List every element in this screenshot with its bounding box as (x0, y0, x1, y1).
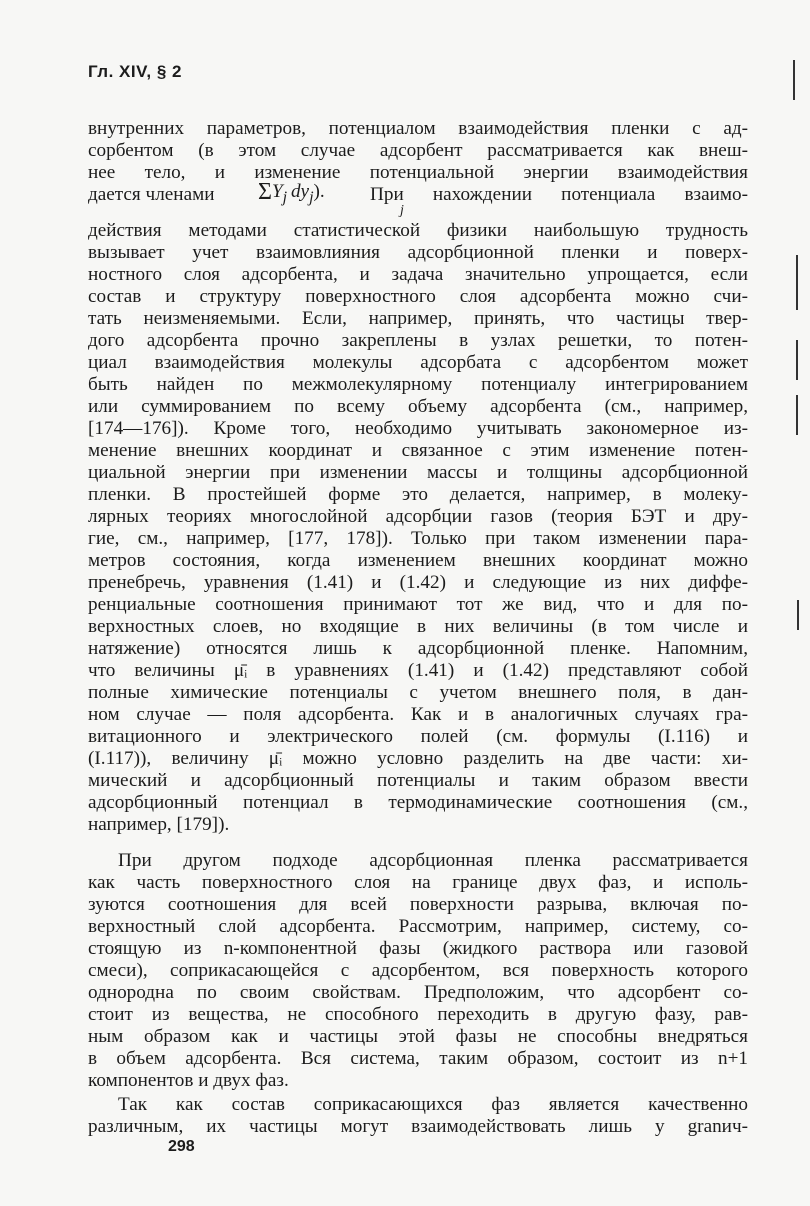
scan-margin-mark (796, 255, 798, 310)
text-line: различным, их частицы могут взаимодействовать лишь у granич- (88, 1116, 748, 1137)
text-line: витационного и электрического полей (см. формулы (I.116) и (88, 726, 748, 747)
text-line: стоит из вещества, не способного переходить в другую фазу, рав- (88, 1004, 748, 1025)
text-line: внутренних параметров, потенциалом взаимодействия пленки с ад- (88, 118, 748, 139)
text-line: циал взаимодействия молекулы адсорбата с адсорбентом может (88, 352, 748, 373)
text-line: зуются соотношения для всей поверхности разрыва, включая по- (88, 894, 748, 915)
text-line: верхностный слой адсорбента. Рассмотрим, например, систему, со- (88, 916, 748, 937)
text-line: метров состояния, когда изменением внешних координат можно (88, 550, 748, 571)
text-line: стоящую из n-компонентной фазы (жидкого раствора или газовой (88, 938, 748, 959)
text-line: смеси), соприкасающейся с адсорбентом, вся поверхность которого (88, 960, 748, 981)
text-line: дого адсорбента прочно закреплены в узлах решетки, то потен- (88, 330, 748, 351)
scan-margin-mark (797, 600, 799, 630)
text-line: адсорбционный потенциал в термодинамические соотношения (см., (88, 792, 748, 813)
text-line: менение внешних координат и связанное с этим изменение потен- (88, 440, 748, 461)
text-line: ным образом как и частицы этой фазы не способны внедряться (88, 1026, 748, 1047)
formula-sub-j: j (309, 188, 314, 206)
scan-margin-mark (796, 395, 798, 435)
formula-lead-text: дается членами (88, 184, 215, 205)
text-line: Так как состав соприкасающихся фаз является качественно (118, 1094, 748, 1115)
text-line: При другом подходе адсорбционная пленка рассматривается (118, 850, 748, 871)
text-line: как часть поверхностного слоя на границе двух фаз, и исполь- (88, 872, 748, 893)
text-line: циальной энергии при изменении массы и толщины адсорбционной (88, 462, 748, 483)
text-line: (I.117)), величину μ̄ᵢ можно условно разделить на две части: хи- (88, 748, 748, 769)
text-line: вызывает учет взаимовлияния адсорбционной пленки и поверх- (88, 242, 748, 263)
scan-margin-mark (793, 60, 795, 100)
text-line: пренебречь, уравнения (1.41) и (1.42) и следующие из них диффе- (88, 572, 748, 593)
formula-line (88, 177, 748, 221)
text-line: натяжение) относятся лишь к адсорбционной пленке. Напомним, (88, 638, 748, 659)
text-line: верхностных слоев, но входящие в них величины (в том числе и (88, 616, 748, 637)
text-line: мический и адсорбционный потенциалы и таким образом ввести (88, 770, 748, 791)
text-line: гие, см., например, [177, 178]). Только при таком изменении пара- (88, 528, 748, 549)
formula-dy: dy (290, 181, 310, 202)
text-line: тать неизменяемыми. Если, например, принять, что частицы твер- (88, 308, 748, 329)
text-line: в объем адсорбента. Вся система, таким образом, состоит из n+1 (88, 1048, 748, 1069)
text-line: полные химические потенциалы с учетом внешнего поля, в дан- (88, 682, 748, 703)
text-line: что величины μ̄ᵢ в уравнениях (1.41) и (1.42) представляют собой (88, 660, 748, 681)
text-line: состав и структуру поверхностного слоя адсорбента можно счи- (88, 286, 748, 307)
formula-y: Y (271, 181, 283, 202)
text-line: ностного слоя адсорбента, и задача значительно упрощается, если (88, 264, 748, 285)
text-line: быть найден по межмолекулярному потенциалу интегрированием (88, 374, 748, 395)
formula-sum-index: j (400, 203, 404, 218)
text-line: лярных теориях многослойной адсорбции газов (теория БЭТ и дру- (88, 506, 748, 527)
text-line: например, [179]). (88, 814, 230, 835)
text-line: компонентов и двух фаз. (88, 1070, 289, 1091)
text-line: или суммированием по всему объему адсорбента (см., например, (88, 396, 748, 417)
text-line: действия методами статистической физики наибольшую трудность (88, 220, 748, 241)
text-line: сорбентом (в этом случае адсорбент рассматривается как внеш- (88, 140, 748, 161)
text-line: ном случае — поля адсорбента. Как и в аналогичных случаях гра- (88, 704, 748, 725)
text-line: пленки. В простейшей форме это делается, например, в молеку- (88, 484, 748, 505)
formula-trail-text: При нахождении потенциала взаимо- (370, 184, 748, 205)
text-line: однородна по своим свойствам. Предположим, что адсорбент со- (88, 982, 748, 1003)
text-line: [174—176]). Кроме того, необходимо учитывать закономерное из- (88, 418, 748, 439)
formula-sub-j: j (282, 188, 288, 206)
sigma-icon: Σ (258, 179, 272, 205)
text-line: ренциальные соотношения принимают тот же вид, что и для по- (88, 594, 748, 615)
page-number: 298 (168, 1138, 195, 1155)
sum-formula: $\Sigma Y_j$ $dy_j$). j (258, 179, 404, 218)
scan-margin-mark (796, 340, 798, 380)
text-line: нее тело, и изменение потенциальной энергии взаимодействия (88, 162, 748, 183)
running-head: Гл. XIV, § 2 (88, 62, 182, 81)
